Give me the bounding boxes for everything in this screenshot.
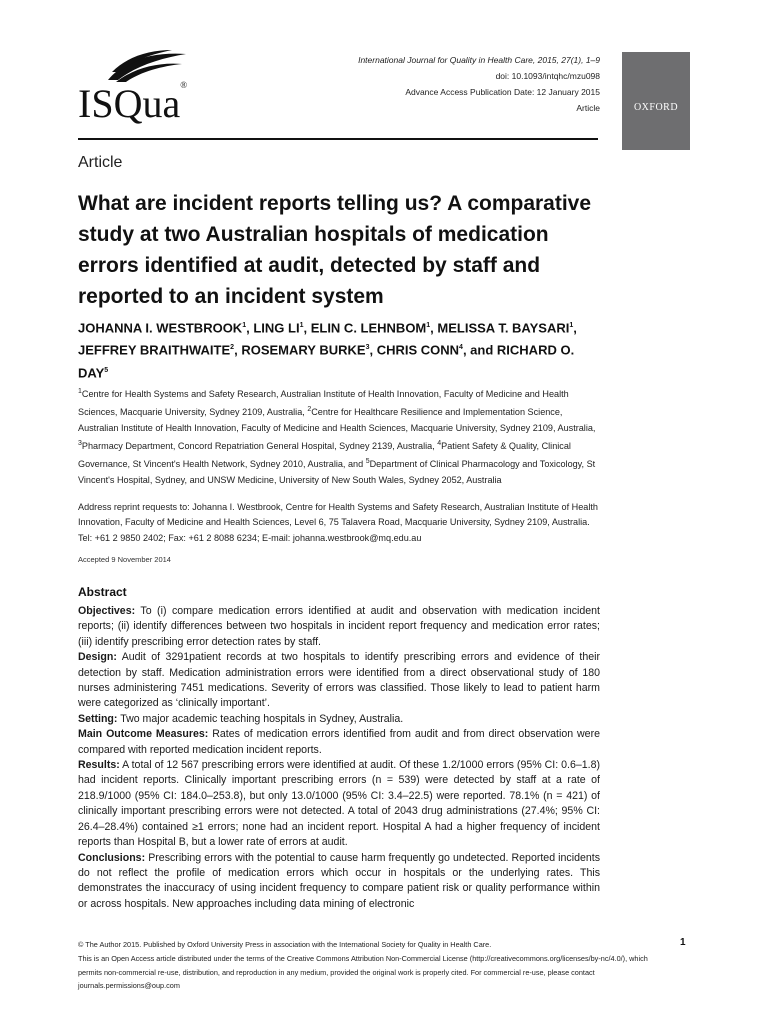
abstract-section-label: Objectives:	[78, 605, 136, 617]
advance-access: Advance Access Publication Date: 12 January 2015	[405, 87, 600, 97]
affiliation-text: Centre for Health Systems and Safety Research, Australian Institute of Health Innovation, Faculty of Medicine and Health Sciences, Macquarie University, Sydney 2109, Australia,	[78, 389, 569, 418]
abstract-section-text: Audit of 3291patient records at two hospitals to identify prescribing errors and evidence of their detection by staff. Medication administration errors were identified from a direct observational study of 180 nurses administering 7451 medications. Severity of errors was classified. Those likely to lead to patient harm were categorized as ‘clinically important’.	[78, 651, 600, 710]
article-label: Article	[78, 154, 123, 171]
author-name: LING LI	[253, 320, 300, 336]
abstract-section	[78, 727, 600, 758]
abstract-section	[78, 758, 600, 850]
author-affiliation-mark: 1	[569, 322, 574, 329]
affiliation-number: 1	[78, 388, 82, 395]
abstract-section-text: Rates of medication errors identified from audit and from direct observation were compared with reported medication incident reports.	[78, 728, 600, 756]
affiliation-text: Pharmacy Department, Concord Repatriation General Hospital, Sydney 2139, Australia,	[81, 440, 438, 451]
isqua-wordmark: ISQua®	[78, 80, 188, 126]
author-name: ELIN C. LEHNBOM	[310, 320, 427, 336]
author-affiliation-mark: 1	[242, 322, 247, 329]
author-name: ROSEMARY BURKE	[241, 342, 366, 358]
author-list: JOHANNA I. WESTBROOK$^1$, LING $LI^1$, ELIN C. LEHNBOM$^1$, MELISSA T. BAYSARI$^1$, JEFFREY BRAITHWAITE$^2$, ROSEMARY BURKE$^3$, CHRIS CONN$^4$, and RICHARD O. DAY$^5$	[78, 320, 577, 380]
abstract-section	[78, 604, 600, 650]
author-affiliation-mark: 5	[104, 366, 109, 374]
author-name: MELISSA T. BAYSARI	[437, 320, 570, 336]
abstract-section-label: Main Outcome Measures:	[78, 728, 209, 741]
affiliation-text: Department of Clinical Pharmacology and Toxicology, St Vincent's Hospital, Sydney, and UNSW Medicine, University of New South Wales, Sydney 2052, Australia	[78, 459, 596, 485]
oxford-badge	[622, 52, 690, 150]
abstract-section	[78, 712, 600, 727]
isqua-logo	[78, 50, 188, 126]
abstract-body	[78, 604, 600, 912]
author-affiliation-mark: 1	[299, 322, 304, 329]
page-number: 1	[680, 937, 686, 948]
isqua-swoosh-icon	[106, 50, 188, 84]
affiliation-text: Patient Safety & Quality, Clinical Governance, St Vincent's Health Network, Sydney 2010, Australia, and	[78, 440, 571, 470]
accepted-date: Accepted 9 November 2014	[78, 555, 171, 564]
abstract-section	[78, 851, 600, 913]
affiliation-number: 2	[307, 406, 312, 414]
abstract-section-text: A total of 12 567 prescribing errors were identified at audit. Of these 1.2/1000 errors (95% CI: 0.6–1.8) had incident reports. Clinically important prescribing errors (n = 539) were detected by staff at a rate of 218.9/1000 (95% CI: 184.0–253.8), but only 13.0/1000 (95% CI: 3.4–22.5) were reported. 78.1% (n = 421) of clinically important prescribing errors were not detected. A total of 2043 drug administrations (27.4%; 95% CI: 26.4–28.4%) contained ≥1 errors; none had an incident report. Hospital A had a higher frequency of incident reports than Hospital B, but a lower rate of errors at audit.	[78, 759, 600, 849]
copyright: © The Author 2015. Published by Oxford University Press in association with the International Society for Quality in Health Care.	[78, 940, 492, 949]
abstract-section-text: Prescribing errors with the potential to cause harm frequently go undetected. Reported incidents do not reflect the profile of medication errors which occur in hospitals or the underlying rates. This demonstrates the inaccuracy of using incident frequency to compare patient risk or quality performance within or across hospitals. New approaches including data mining of electronic	[78, 851, 600, 910]
author-affiliation-mark: 1	[426, 322, 431, 329]
abstract-section-label: Design:	[78, 651, 117, 664]
author-name: JOHANNA I. WESTBROOK	[78, 320, 243, 336]
article-type: Article	[576, 103, 600, 113]
author-name: JEFFREY BRAITHWAITE	[78, 342, 231, 358]
author-name: RICHARD O. DAY	[78, 342, 575, 380]
paper-title: What are incident reports telling us? A comparative study at two Australian hospitals of medication errors identified at audit, detected by staff and reported to an incident system	[78, 192, 592, 308]
affiliation-number: 4	[437, 439, 442, 447]
abstract-section-label: Results:	[78, 759, 120, 772]
abstract-section-label: Conclusions:	[78, 851, 146, 864]
abstract-section-text: Two major academic teaching hospitals in Sydney, Australia.	[117, 712, 404, 725]
abstract-heading: Abstract	[78, 585, 127, 599]
author-affiliation-mark: 2	[230, 344, 235, 352]
affiliation-text: Centre for Healthcare Resilience and Implementation Science, Australian Institute of Health Innovation, Faculty of Medicine and Health Sciences, Macquarie University, Sydney 2109, Australia,	[78, 407, 596, 433]
footer-notice	[78, 938, 660, 993]
doi: doi: 10.1093/intqhc/mzu098	[495, 71, 600, 81]
affiliations	[78, 384, 600, 488]
reprint-address: Address reprint requests to: Johanna I. Westbrook, Centre for Health Systems and Safety Research, Australian Institute of Health Innovation, Faculty of Medicine and Health Sciences, Level 6, 75 Talavera Road, Macquarie University, Sydney 2109, Australia. Tel: +61 2 9850 2402; Fax: +61 2 8088 6234; E-mail: johanna.westbrook@mq.edu.au	[78, 502, 598, 543]
affiliation-number: 5	[365, 458, 370, 466]
abstract-section-text: To (i) compare medication errors identified at audit and observation with medication incident reports; (ii) identify differences between two hospitals in incident report frequency and medication error rates; (iii) identify prescribing error detection rates by staff.	[78, 605, 600, 648]
author-name: CHRIS CONN	[376, 342, 460, 358]
oxford-label: OXFORD	[633, 102, 679, 113]
author-affiliation-mark: 4	[459, 344, 463, 352]
affiliation-number: 3	[78, 439, 82, 447]
license: This is an Open Access article distributed under the terms of the Creative Commons Attribution Non-Commercial License (http://creativecommons.org/licenses/by-nc/4.0/), which permits non-commercial re-use, distribution, and reproduction in any medium, provided the original work is properly cited. For commercial re-use, please contact journals.permissions@oup.com	[78, 953, 648, 991]
author-affiliation-mark: 3	[365, 344, 370, 352]
header-rule	[78, 138, 598, 140]
journal-citation	[358, 52, 600, 116]
abstract-section	[78, 650, 600, 712]
journal-line: International Journal for Quality in Health Care, 2015, 27(1), 1–9	[358, 55, 600, 65]
abstract-section-label: Setting:	[78, 712, 118, 725]
